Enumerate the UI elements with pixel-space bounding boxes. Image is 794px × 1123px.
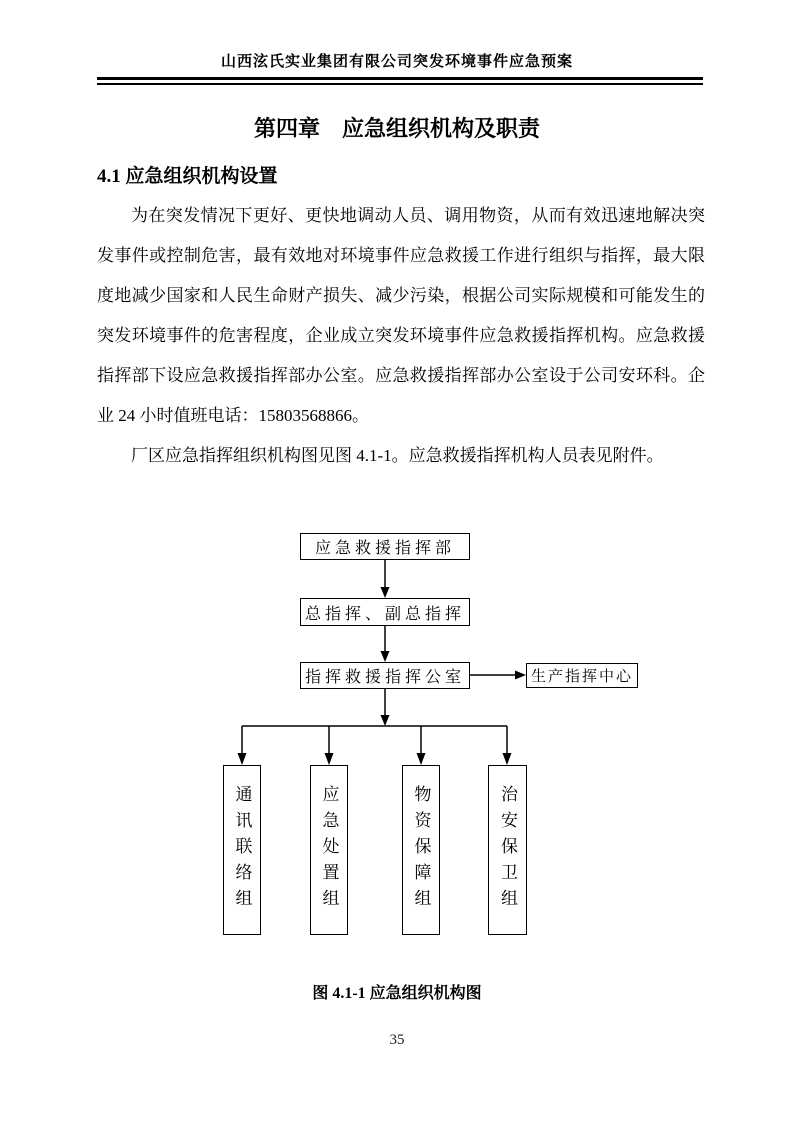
group-label: 物资保障组: [411, 785, 431, 915]
paragraph-1: 为在突发情况下更好、更快地调动人员、调用物资，从而有效迅速地解决突发事件或控制危害，最有效地对环境事件应急救援工作进行组织与指挥，最大限度地减少国家和人民生命财产损失、减少污染，根据公司实际规模和可能发生的突发环境事件的危害程度，企业成立突发环境事件应急救援指挥机构。应急救援指挥部下设应急救援指挥部办公室。应急救援指挥部办公室设于公司安环科。企业 24 小时值班电话：15803568866。: [97, 206, 705, 425]
group-label: 治安保卫组: [498, 785, 517, 915]
node-security-guard-group: [488, 765, 527, 935]
node-communication-liaison-group: [223, 765, 261, 935]
header-rule: [97, 77, 703, 85]
group-label: 通讯联络组: [232, 785, 252, 915]
node-emergency-response-group: [310, 765, 348, 935]
page-number: 35: [389, 1032, 405, 1048]
chapter-title: 第四章 应急组织机构及职责: [253, 116, 540, 141]
node-command-hq: 应急救援指挥部: [300, 533, 470, 560]
group-label: 应急处置组: [319, 785, 339, 915]
node-production-center: 生产指挥中心: [526, 663, 638, 688]
org-chart-connectors: [0, 520, 794, 940]
header-title: 山西泫氏实业集团有限公司突发环境事件应急预案: [220, 53, 573, 70]
node-command-office: 指挥救援指挥公室: [300, 662, 470, 689]
section-heading: 4.1 应急组织机构设置: [97, 166, 278, 187]
paragraph-2: 厂区应急指挥组织机构图见图 4.1-1。应急救援指挥机构人员表见附件。: [131, 446, 664, 465]
node-chief-commanders: 总指挥、副总指挥: [300, 598, 470, 626]
org-chart: [0, 520, 794, 940]
node-material-support-group: [402, 765, 440, 935]
figure-caption: 图 4.1-1 应急组织机构图: [312, 985, 482, 1002]
